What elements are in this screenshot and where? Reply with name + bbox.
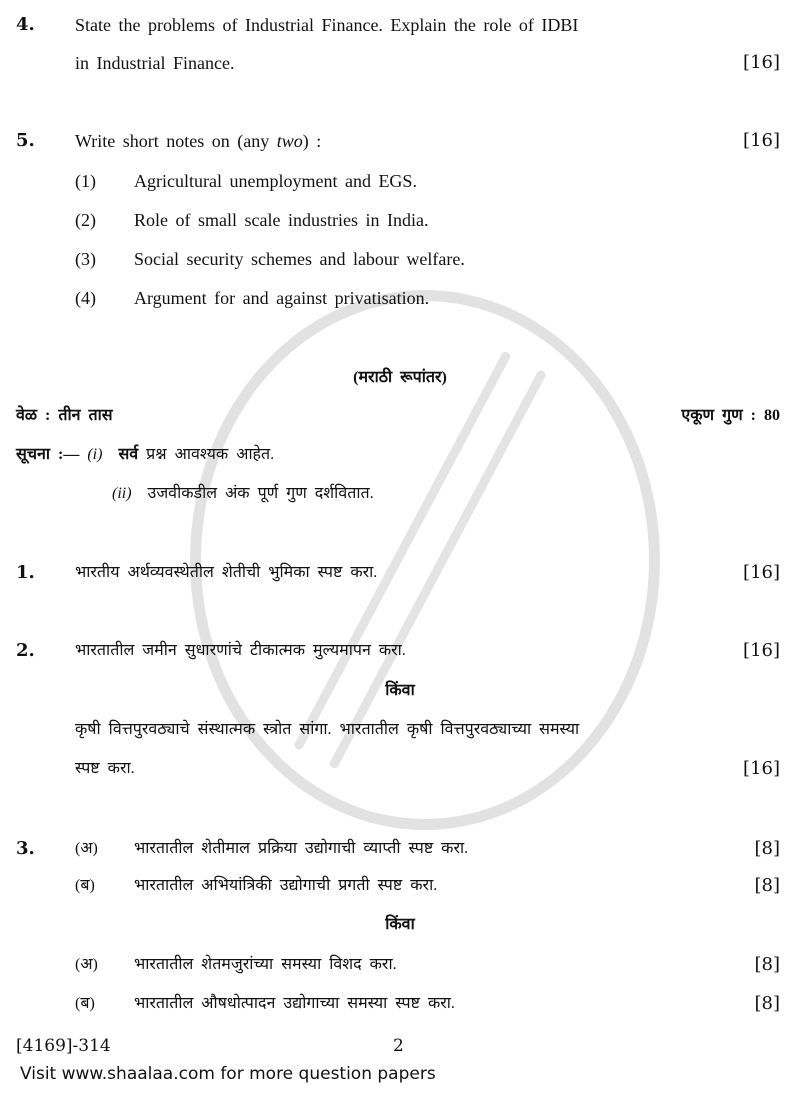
question-text: in Industrial Finance. [75,53,235,73]
marks: [16] [743,640,780,661]
item-text: Role of small scale industries in India. [134,210,429,230]
question-number: 4. [16,14,35,35]
item-label: (ब) [75,877,95,894]
section-title: (मराठी रूपांतर) [353,369,447,386]
item-label: (अ) [75,840,98,857]
marks: [8] [754,993,780,1014]
item-label: (2) [75,210,96,230]
text: Write short notes on (any [75,131,277,151]
marks: [8] [754,838,780,859]
paper-code: [4169]-314 [16,1036,111,1056]
visit-link[interactable]: Visit www.shaalaa.com for more question papers [20,1064,436,1084]
instruction-2 [112,482,374,506]
question-text: स्पष्ट करा. [75,760,135,777]
text: प्रश्न आवश्यक आहेत. [146,446,275,463]
marks: [16] [743,130,780,151]
text: उजवीकडील अंक पूर्ण गुण दर्शवितात. [147,485,374,502]
question-text: State the problems of Industrial Finance. Explain the role of IDBI [75,15,579,35]
item-text: Social security schemes and labour welfare. [134,249,465,269]
instructions [16,443,274,467]
item-text: भारतातील अभियांत्रिकी उद्योगाची प्रगती स्पष्ट करा. [134,877,438,894]
instructions-label: सूचना :— [16,446,80,463]
marks: [16] [743,52,780,73]
time: वेळ : तीन तास [16,407,113,424]
total-marks: एकूण गुण : 80 [681,407,780,424]
text: (i) [87,446,103,463]
or-divider: किंवा [385,916,415,933]
question-text: भारतीय अर्थव्यवस्थेतील शेतीची भुमिका स्पष्ट करा. [75,564,378,581]
marks: [8] [754,875,780,896]
item-text: Agricultural unemployment and EGS. [134,171,417,191]
item-text: भारतातील औषधोत्पादन उद्योगाच्या समस्या स्पष्ट करा. [134,995,455,1012]
text: (ii) [112,485,132,502]
question-text: भारतातील जमीन सुधारणांचे टीकात्मक मुल्यमापन करा. [75,642,406,659]
marks: [16] [743,562,780,583]
item-label: (4) [75,288,96,308]
question-number: 3. [16,838,35,859]
text: सर्व [118,446,139,463]
item-label: (3) [75,249,96,269]
marks: [8] [754,954,780,975]
question-text: कृषी वित्तपुरवठ्याचे संस्थात्मक स्त्रोत सांगा. भारतातील कृषी वित्तपुरवठ्याच्या समस्या [75,721,580,738]
question-number: 1. [16,562,35,583]
item-text: भारतातील शेतीमाल प्रक्रिया उद्योगाची व्याप्ती स्पष्ट करा. [134,840,469,857]
question-number: 5. [16,130,35,151]
item-label: (1) [75,171,96,191]
item-label: (अ) [75,956,98,973]
item-text: Argument for and against privatisation. [134,288,430,308]
page-number: 2 [393,1036,404,1056]
marks: [16] [743,758,780,779]
question-text [75,129,321,153]
or-divider: किंवा [385,682,415,699]
item-label: (ब) [75,995,95,1012]
text: two [276,131,303,151]
question-number: 2. [16,640,35,661]
text: ) : [302,131,322,151]
item-text: भारतातील शेतमजुरांच्या समस्या विशद करा. [134,956,397,973]
